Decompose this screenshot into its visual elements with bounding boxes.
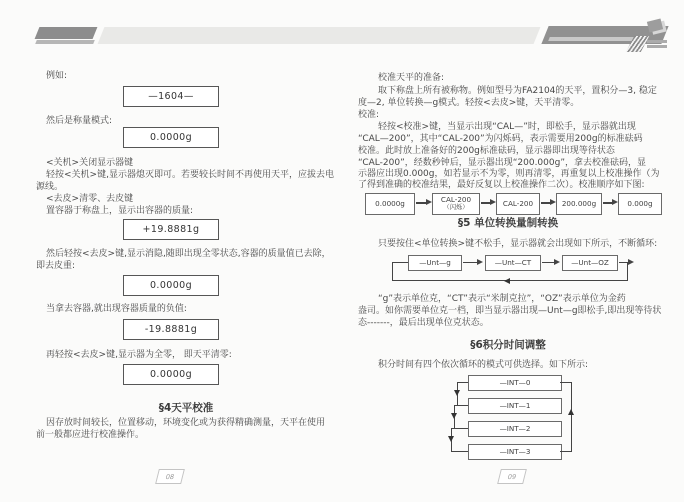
weigh-mode-label: 然后是称量模式: [46,116,113,126]
zero-display-readout: 0.0000g [123,275,219,296]
cal-title: 校准: [358,110,380,120]
page-number-label: 08 [164,472,176,481]
unit-flow-step-label: —Unt—g [419,258,451,267]
off-key-line: 源线。 [36,182,64,192]
loop-line [627,262,628,281]
loop-line [451,428,468,429]
flow-arrow-right-icon [463,262,478,264]
unit-flow-step [485,255,541,271]
int-mode-label: —INT—1 [499,401,531,410]
section4-line: 因存放时间较长，位置移动，环境变化或为获得精确测量，天平在使用 [46,418,326,428]
tare-line: 然后轻按<去皮>键,显示消隐,随即出现全零状态,容器的质量值已去除， [46,249,331,259]
section6-title: §6积分时间调整 [470,339,546,351]
section5-title: §5 单位转换量制转换 [457,217,559,229]
cal-prep-line: 取下称盘上所有被称物。例如型号为FA2104的天平，置积分—3, 稳定 [378,86,657,96]
flow-arrow-right-icon [603,202,613,204]
off-key-line: 轻按<关机>键,显示器熄灭即可。若要较长时间不再使用天平，应拔去电 [46,170,334,180]
cal-flow-step [365,193,415,215]
page-number-left [155,469,185,484]
section4-title: §4天平校准 [158,402,214,414]
cal-line: 示器应出现0.000g，如若显示不为零，则再清零，再重复以上校准操作（为 [358,169,660,179]
section4-line: 前一般都应进行校准操作。 [36,430,145,440]
header-bar-middle [98,27,541,44]
loop-line [560,382,572,383]
unit-flow-step-label: —Unt—OZ [571,258,609,267]
cal-flow-step [496,193,540,215]
loop-arrow-down-icon [454,390,460,396]
brand-logo-text-lines [647,40,667,50]
loop-arrow-up-icon [568,409,574,415]
cal-flow-step-label: CAL-200 [502,199,534,208]
cal-prep-title: 校准天平的准备: [378,73,445,83]
unit-desc-line: 盎司。如你需要单位克一档，即当显示器出现—Unt—g即松手,即出现等待状 [358,306,662,316]
brand-logo [630,20,670,60]
loop-line [454,405,468,406]
cal-flow-step-label: 0.0000g [375,199,405,208]
loop-line [571,382,572,452]
flow-arrow-right-icon [542,262,555,264]
calibration-flow-diagram [358,193,658,217]
flow-arrow-right-icon [416,202,427,204]
cal-flow-step-label: CAL-200 [440,195,472,204]
cal-prep-line: 度—2, 单位转换—g模式。轻按<去皮>键，天平清零。 [358,98,580,108]
container-weight-readout: +19.8881g [123,219,219,240]
cal-flow-step-sublabel: （闪烁） [443,204,469,211]
header-bar-left [35,27,98,39]
clear-intro: 再轻按<去皮>键,显示器为全零， 即天平清零: [46,350,232,360]
cal-line: “CAL-200”，经数秒钟后，显示器出现“200.000g”，拿去校准砝码，显 [358,158,646,168]
tare-line: 即去皮重: [36,261,76,271]
integration-loop-diagram [358,373,658,465]
example-label: 例如: [46,71,68,81]
negative-readout: -19.8881g [123,319,219,340]
int-mode-label: —INT—3 [499,447,531,456]
int-mode-step [468,421,562,437]
loop-arrow-down-icon [451,413,457,419]
cal-flow-step [618,193,662,215]
cal-flow-step [432,193,480,215]
int-mode-step [468,444,562,460]
section5-intro: 只要按住<单位转换>键不松手，显示器就会出现如下所示，不断循环: [378,239,658,249]
page-number-label: 09 [506,472,518,481]
int-mode-step [468,375,562,391]
tare-key-title: <去皮>清零、去皮键 [46,194,134,204]
int-mode-step [468,398,562,414]
loop-arrow-down-icon [448,436,454,442]
flow-arrow-right-icon [481,202,491,204]
cal-flow-step-label: 0.000g [627,199,653,208]
loop-arrow-left-icon [504,278,510,284]
zero-display-readout: 0.0000g [123,364,219,385]
page-number-right [497,469,527,484]
unit-desc-line: 态-------，最后出现单位克状态。 [358,318,489,328]
flow-arrow-right-icon [541,202,551,204]
header-bar-left-stripe [35,40,95,44]
loop-line [451,451,468,452]
brand-logo-emblem-icon [647,18,663,32]
zero-display-readout: 0.0000g [123,127,219,148]
int-mode-label: —INT—0 [499,378,531,387]
int-mode-label: —INT—2 [499,424,531,433]
unit-loop-diagram [358,253,658,287]
brand-logo-mark-icon [626,36,650,52]
loop-line [392,262,393,281]
loop-line [392,262,408,263]
tare-intro: 置容器于称盘上，显示出容器的质量: [46,206,194,216]
negative-intro: 当拿去容器,就出现容器质量的负值: [46,304,187,314]
cal-flow-step [556,193,602,215]
unit-flow-step [408,255,462,271]
off-key-title: <关机>关闭显示器键 [46,158,134,168]
loop-line [457,382,468,383]
cal-line: “CAL—200”，其中“CAL-200”为闪烁码，表示需要用200g的标准砝码 [358,134,643,144]
cal-flow-step-label: 200.000g [561,199,597,208]
cal-line: 校准。此时放上准备好的200g标准砝码，显示器即出现等待状态 [358,146,615,156]
unit-flow-step [562,255,618,271]
cal-line: 轻按<校准>键，当显示出现“CAL—”时，即松手，显示器就出现 [378,122,636,132]
loop-line [392,280,628,281]
boot-display-readout: —1604— [123,86,219,107]
section6-intro: 积分时间有四个依次循环的模式可供选择。如下所示: [378,360,589,370]
unit-desc-line: “g”表示单位克，“CT”表示“米制克拉”，“OZ”表示单位为金药 [378,294,626,304]
cal-line: 了得到准确的校准结果，最好反复以上校准操作二次）。校准顺序如下图: [358,180,645,190]
unit-flow-step-label: —Unt—CT [494,258,532,267]
